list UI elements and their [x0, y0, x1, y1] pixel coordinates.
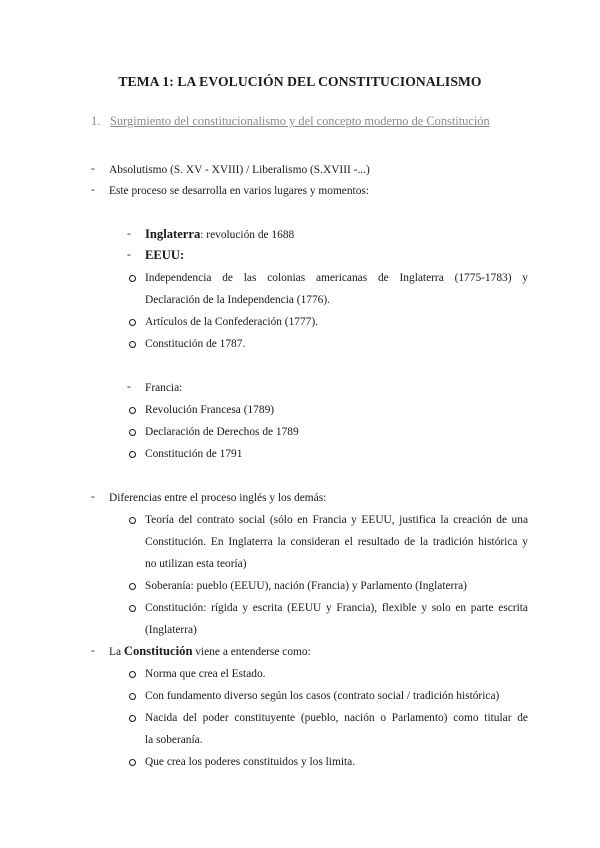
page-title: TEMA 1: LA EVOLUCIÓN DEL CONSTITUCIONALISMO	[118, 74, 482, 89]
constitucion-item-3-cont: la soberanía.	[145, 734, 203, 746]
eeuu-item-3: Constitución de 1787.	[145, 338, 246, 350]
section-heading-text: Surgimiento del constitucionalismo y del concepto moderno de Constitución	[110, 114, 490, 128]
list-item-diferencias: Diferencias entre el proceso inglés y los demás:	[109, 492, 327, 504]
diferencias-item-3-text: Constitución: rígida y escrita (EEUU y Francia), flexible y solo en parte escrita	[145, 602, 528, 614]
circle-bullet	[129, 715, 136, 722]
constitucion-post: viene a entenderse como:	[192, 646, 311, 658]
francia-item-1: Revolución Francesa (1789)	[145, 404, 275, 416]
circle-bullet	[129, 429, 136, 436]
constitucion-pre: La	[109, 646, 124, 658]
eeuu-item-1-text: Independencia de las colonias americanas de Inglaterra (1775-1783) y	[145, 272, 528, 284]
diferencias-item-1-cont	[145, 535, 528, 549]
list-item-constitucion	[109, 644, 311, 659]
circle-bullet	[129, 517, 136, 524]
francia-item-3: Constitución de 1791	[145, 448, 243, 460]
diferencias-item-2: Soberanía: pueblo (EEUU), nación (Francia) y Parlamento (Inglaterra)	[145, 580, 467, 592]
circle-bullet	[129, 605, 136, 612]
circle-bullet	[129, 275, 136, 282]
eeuu-item-1-cont: Declaración de la Independencia (1776).	[145, 294, 331, 306]
dash-marker: -	[91, 184, 95, 196]
dash-marker: -	[127, 381, 131, 393]
list-item-inglaterra	[145, 227, 294, 242]
eeuu-item-2: Artículos de la Confederación (1777).	[145, 316, 319, 328]
diferencias-item-3-cont: (Inglaterra)	[145, 624, 197, 636]
circle-bullet	[129, 583, 136, 590]
eeuu-item-1	[145, 271, 528, 285]
list-item-eeuu: EEUU:	[145, 248, 185, 262]
dash-marker: -	[91, 645, 95, 657]
list-item-absolutismo: Absolutismo (S. XV - XVIII) / Liberalismo (S.XVIII -...)	[109, 164, 370, 176]
list-item-francia: Francia:	[145, 382, 183, 394]
circle-bullet	[129, 407, 136, 414]
diferencias-item-3	[145, 601, 528, 615]
circle-bullet	[129, 693, 136, 700]
constitucion-bold: Constitución	[123, 644, 193, 658]
circle-bullet	[129, 319, 136, 326]
section-heading	[91, 114, 490, 129]
dash-marker: -	[127, 228, 131, 240]
francia-item-2: Declaración de Derechos de 1789	[145, 426, 299, 438]
constitucion-item-1: Norma que crea el Estado.	[145, 668, 266, 680]
diferencias-item-1-text: Teoría del contrato social (sólo en Francia y EEUU, justifica la creación de una	[145, 514, 528, 526]
inglaterra-rest: : revolución de 1688	[200, 229, 295, 241]
circle-bullet	[129, 671, 136, 678]
inglaterra-bold: Inglaterra	[145, 227, 201, 241]
dash-marker: -	[127, 249, 131, 261]
constitucion-item-3-text: Nacida del poder constituyente (pueblo, nación o Parlamento) como titular de	[145, 712, 528, 724]
constitucion-item-2: Con fundamento diverso según los casos (contrato social / tradición histórica)	[145, 690, 500, 702]
dash-marker: -	[91, 491, 95, 503]
dash-marker: -	[91, 163, 95, 175]
diferencias-item-1-cont-text: Constitución. En Inglaterra la consideran el resultado de la tradición histórica y	[145, 536, 528, 548]
constitucion-item-3	[145, 711, 528, 725]
constitucion-item-4: Que crea los poderes constituidos y los limita.	[145, 756, 356, 768]
section-number: 1.	[91, 114, 101, 128]
circle-bullet	[129, 759, 136, 766]
list-item-proceso: Este proceso se desarrolla en varios lugares y momentos:	[109, 185, 370, 197]
diferencias-item-1	[145, 513, 528, 527]
circle-bullet	[129, 451, 136, 458]
circle-bullet	[129, 341, 136, 348]
diferencias-item-1-end: no utilizan esta teoría)	[145, 558, 247, 570]
